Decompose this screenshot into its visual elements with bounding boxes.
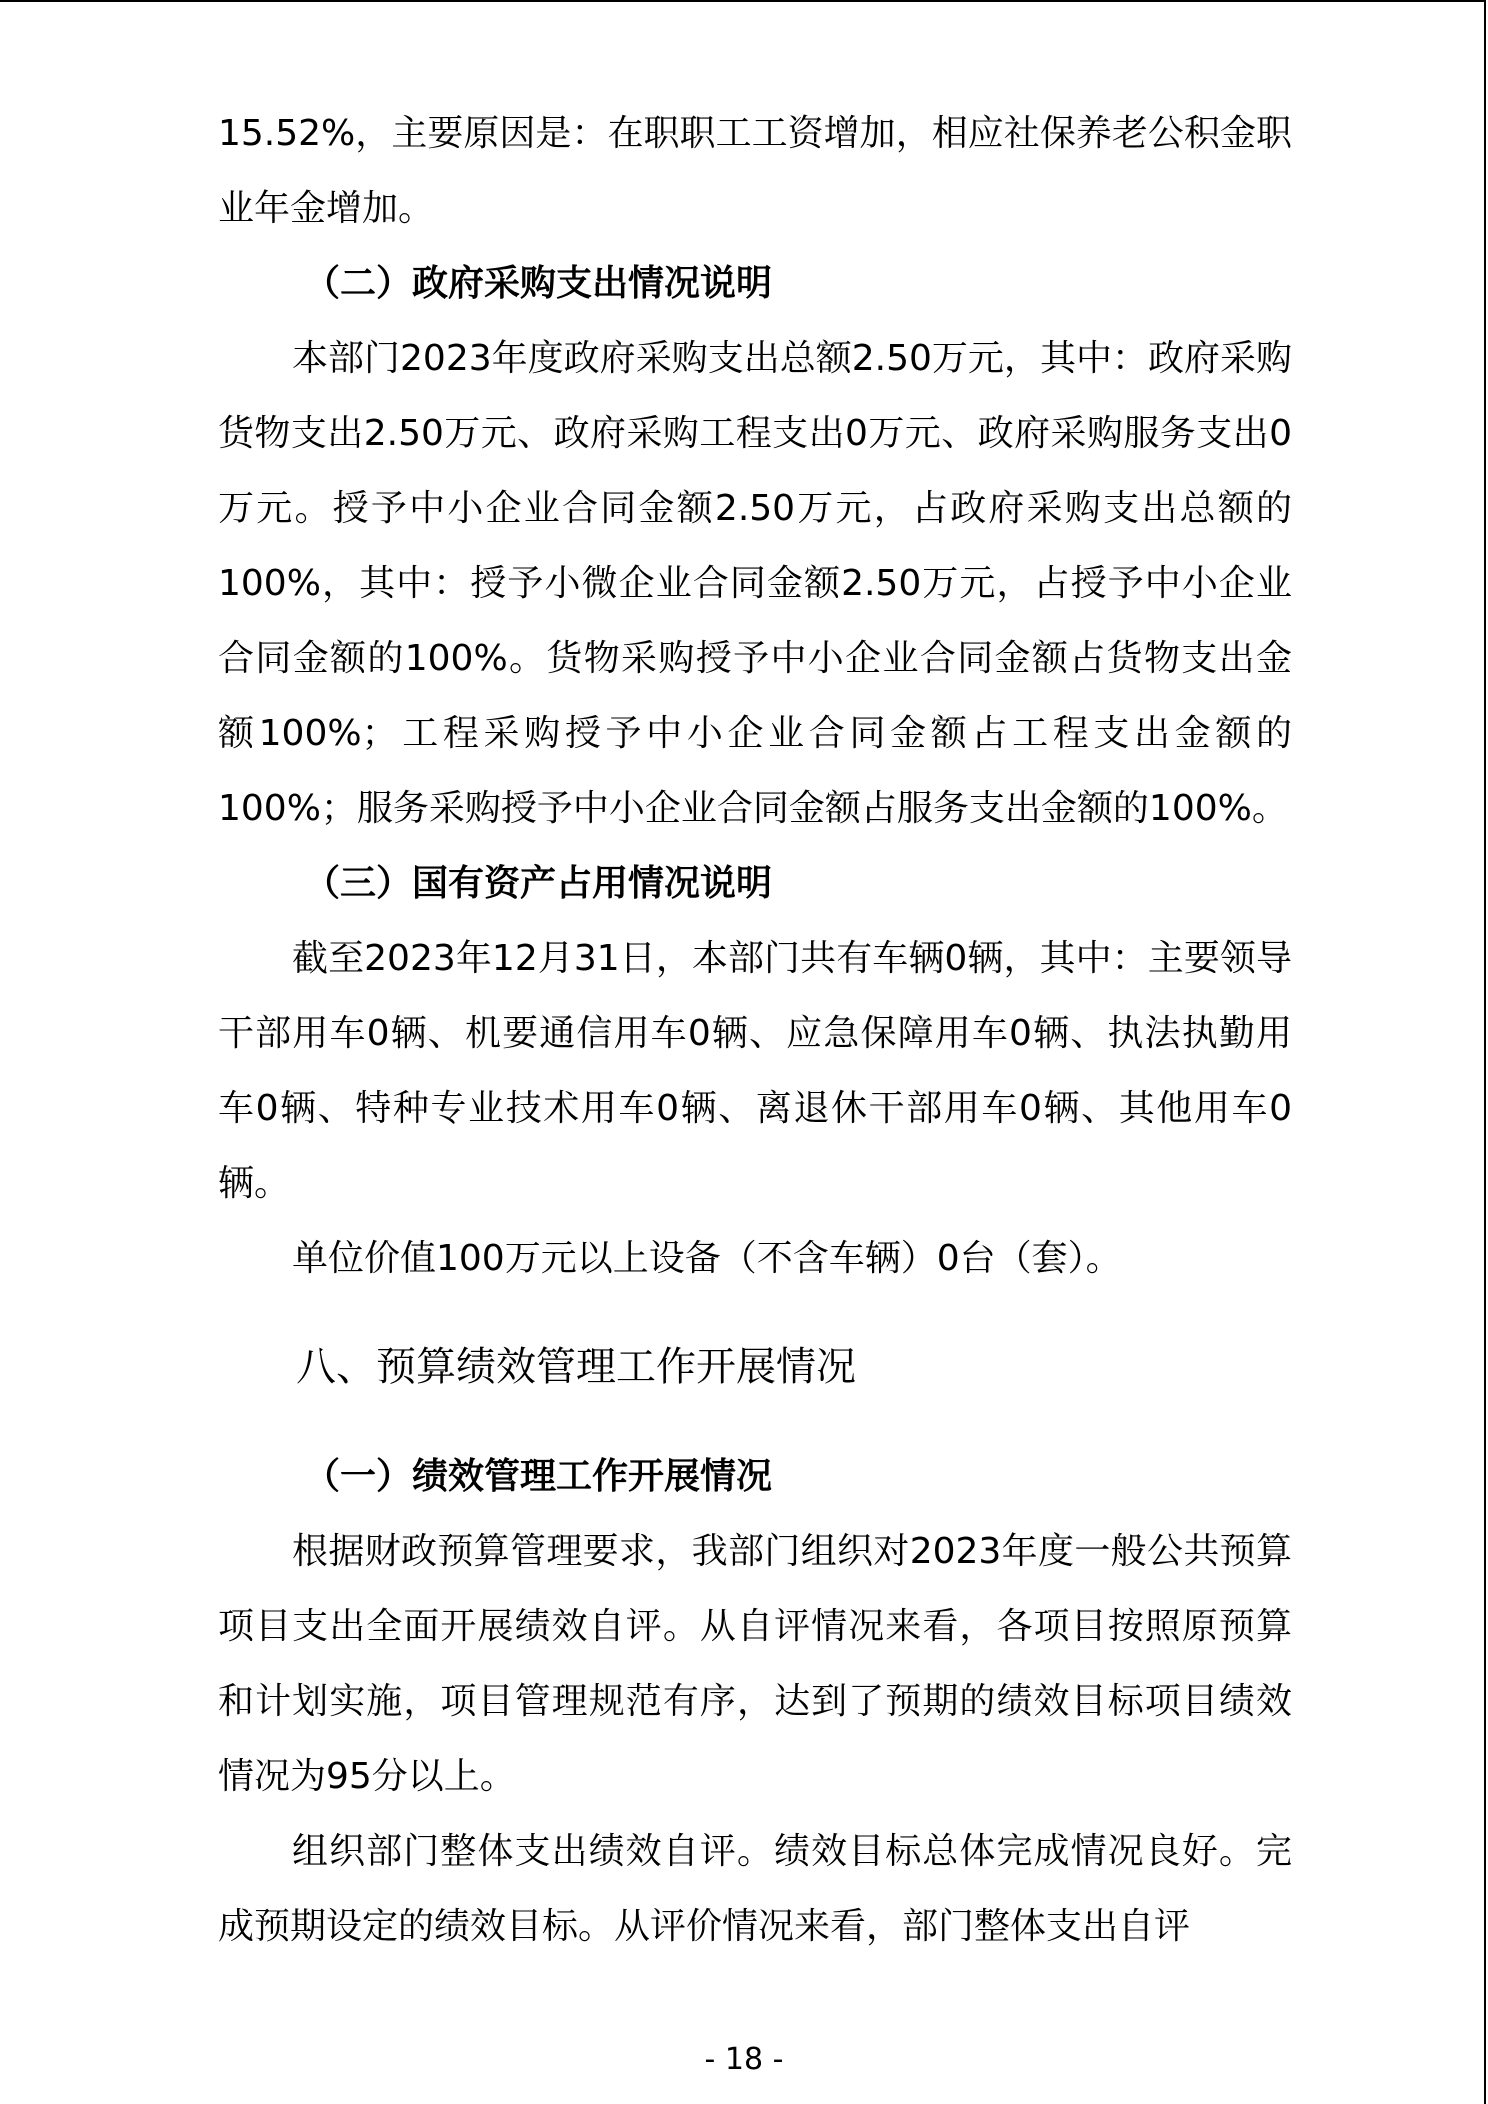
heading-performance-work: （一）绩效管理工作开展情况 <box>304 1456 773 1497</box>
paragraph-equipment: 单位价值100万元以上设备（不含车辆）0台（套）。 <box>292 1238 1122 1279</box>
paragraph-overall-evaluation: 组织部门整体支出绩效自评。绩效目标总体完成情况良好。完成预期设定的绩效目标。从评价情况来看，部门整体支出自评 <box>218 1831 1292 1947</box>
paragraph-self-evaluation: 根据财政预算管理要求，我部门组织对2023年度一般公共预算项目支出全面开展绩效自评。从自评情况来看，各项目按照原预算和计划实施，项目管理规范有序，达到了预期的绩效目标项目绩效情况为95分以上。 <box>218 1531 1292 1797</box>
heading-gov-procurement: （二）政府采购支出情况说明 <box>304 263 773 304</box>
document-body <box>218 96 1292 1964</box>
page-number: - 18 - <box>704 2042 784 2077</box>
paragraph-vehicles: 截至2023年12月31日，本部门共有车辆0辆，其中：主要领导干部用车0辆、机要通信用车0辆、应急保障用车0辆、执法执勤用车0辆、特种专业技术用车0辆、离退休干部用车0辆、其他用车0辆。 <box>218 938 1292 1204</box>
heading-state-assets: （三）国有资产占用情况说明 <box>304 863 773 904</box>
section-title-performance: 八、预算绩效管理工作开展情况 <box>296 1344 856 1390</box>
paragraph-salary-reason: 15.52%，主要原因是：在职职工工资增加，相应社保养老公积金职业年金增加。 <box>218 113 1292 229</box>
paragraph-gov-procurement: 本部门2023年度政府采购支出总额2.50万元，其中：政府采购货物支出2.50万元、政府采购工程支出0万元、政府采购服务支出0万元。授予中小企业合同金额2.50万元，占政府采购支出总额的100%，其中：授予小微企业合同金额2.50万元，占授予中小企业合同金额的100%。货物采购授予中小企业合同金额占货物支出金额100%；工程采购授予中小企业合同金额占工程支出金额的100%；服务采购授予中小企业合同金额占服务支出金额的100%。 <box>218 338 1292 829</box>
